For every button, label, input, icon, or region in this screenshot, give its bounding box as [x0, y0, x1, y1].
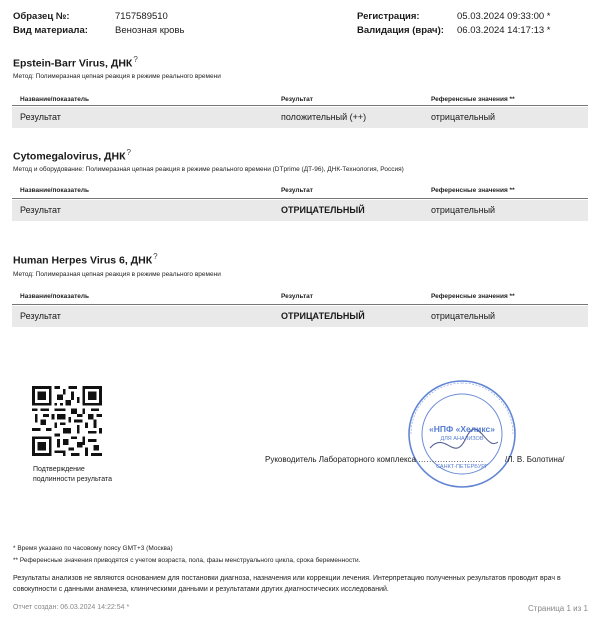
- col-header-reference: Референсные значения **: [431, 96, 515, 103]
- section-method-ebv: Метод: Полимеразная цепная реакция в режиме реального времени: [13, 73, 221, 80]
- section-title-hhv6: Human Herpes Virus 6, ДНК?: [13, 252, 158, 267]
- row-result: ОТРИЦАТЕЛЬНЫЙ: [281, 311, 365, 321]
- row-result: положительный (++): [281, 112, 367, 122]
- col-header-result: Результат: [281, 293, 313, 300]
- col-header-name: Название/показатель: [20, 187, 90, 194]
- validation-value: 06.03.2024 14:17:13 *: [457, 25, 551, 36]
- info-icon[interactable]: ?: [153, 252, 158, 261]
- stamp-city-text: САНКТ-ПЕТЕРБУРГ: [436, 464, 488, 470]
- qr-code[interactable]: [32, 386, 102, 456]
- footnote-time: * Время указано по часовому поясу GMT+3 (Москва): [13, 545, 173, 552]
- stamp-center-text: «НПФ «Хеликс»: [429, 424, 495, 434]
- divider: [12, 105, 588, 106]
- validation-label: Валидация (врач):: [357, 25, 444, 36]
- report-created: Отчет создан: 06.03.2024 14:22:54 *: [13, 604, 130, 611]
- col-header-result: Результат: [281, 96, 313, 103]
- section-title-ebv: Epstein-Barr Virus, ДНК?: [13, 55, 138, 70]
- registration-label: Регистрация:: [357, 11, 420, 22]
- signature-role: Руководитель Лабораторного комплекса ........................: [265, 455, 484, 464]
- stamp-seal: [406, 378, 518, 490]
- row-result: ОТРИЦАТЕЛЬНЫЙ: [281, 205, 365, 215]
- signature-name: /Л. В. Болотина/: [505, 455, 565, 464]
- info-icon[interactable]: ?: [133, 55, 138, 64]
- col-header-name: Название/показатель: [20, 96, 90, 103]
- divider: [12, 304, 588, 305]
- section-method-cmv: Метод и оборудование: Полимеразная цепная реакция в режиме реального времени (DTprime (ДТ-96), ДНК-Технология, Россия): [13, 166, 404, 173]
- col-header-result: Результат: [281, 187, 313, 194]
- row-reference: отрицательный: [431, 205, 496, 215]
- section-title-cmv: Cytomegalovirus, ДНК?: [13, 148, 131, 163]
- col-header-name: Название/показатель: [20, 293, 90, 300]
- row-name: Результат: [20, 311, 61, 321]
- row-name: Результат: [20, 205, 61, 215]
- disclaimer: Результаты анализов не являются основанием для постановки диагноза, назначения или коррекции лечения. Интерпретацию полученных результатов проводит врач в совокупности с данными анамнеза, клиническими данными и результатами других диагностических исследований.: [13, 575, 561, 593]
- registration-value: 05.03.2024 09:33:00 *: [457, 11, 551, 22]
- info-icon[interactable]: ?: [126, 148, 131, 157]
- row-reference: отрицательный: [431, 311, 496, 321]
- material-value: Венозная кровь: [115, 25, 185, 36]
- row-reference: отрицательный: [431, 112, 496, 122]
- divider: [12, 198, 588, 199]
- stamp-sub-text: ДЛЯ АНАЛИЗОВ: [440, 436, 484, 442]
- col-header-reference: Референсные значения **: [431, 293, 515, 300]
- material-label: Вид материала:: [13, 25, 88, 36]
- sample-label: Образец №:: [13, 11, 70, 22]
- sample-value: 7157589510: [115, 11, 168, 22]
- footnote-ref: ** Референсные значения приводятся с учетом возраста, пола, фазы менструального цикла, срока беременности.: [13, 557, 361, 564]
- col-header-reference: Референсные значения **: [431, 187, 515, 194]
- section-method-hhv6: Метод: Полимеразная цепная реакция в режиме реального времени: [13, 271, 221, 278]
- qr-caption: Подтверждение подлинности результата: [33, 466, 112, 483]
- row-name: Результат: [20, 112, 61, 122]
- page-counter: Страница 1 из 1: [528, 604, 588, 613]
